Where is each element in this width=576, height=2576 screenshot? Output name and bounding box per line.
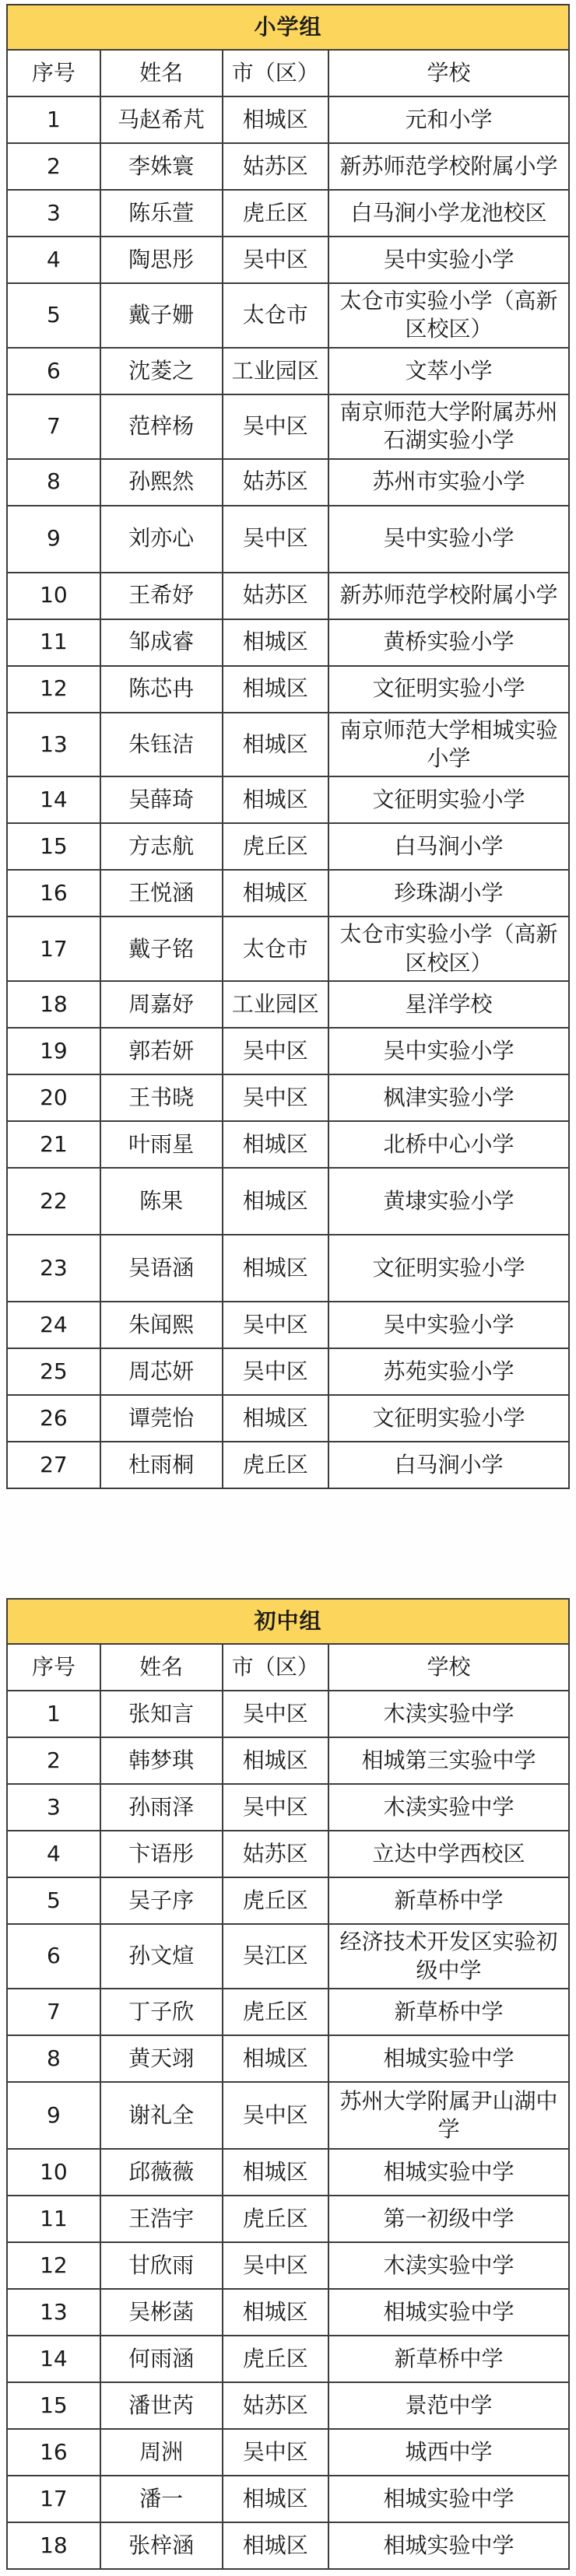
table-row: [7, 666, 569, 713]
table-row: [7, 776, 569, 823]
cell-name: 王悦涵: [100, 870, 223, 916]
table-row: [7, 2522, 569, 2569]
cell-district: 姑苏区: [223, 2382, 328, 2429]
cell-no: 7: [7, 394, 100, 459]
cell-no: 5: [7, 1877, 100, 1924]
cell-no: 20: [7, 1074, 100, 1121]
cell-name: 潘世芮: [100, 2382, 223, 2429]
cell-name: 潘一: [100, 2476, 223, 2522]
cell-name: 何雨涵: [100, 2336, 223, 2382]
table-row: [7, 96, 569, 143]
cell-no: 8: [7, 2035, 100, 2082]
cell-school: 南京师范大学附属苏州石湖实验小学: [328, 394, 569, 459]
cell-no: 15: [7, 2382, 100, 2429]
cell-name: 朱钰洁: [100, 713, 223, 777]
cell-school: 相城实验中学: [328, 2522, 569, 2569]
cell-school: 黄桥实验小学: [328, 619, 569, 666]
cell-no: 13: [7, 713, 100, 777]
table-row: [7, 2035, 569, 2082]
table-row: [7, 573, 569, 619]
cell-no: 14: [7, 776, 100, 823]
cell-school: 相城实验中学: [328, 2476, 569, 2522]
cell-school: 苏苑实验小学: [328, 1348, 569, 1395]
cell-name: 韩梦琪: [100, 1737, 223, 1784]
cell-district: 相城区: [223, 2035, 328, 2082]
cell-district: 工业园区: [223, 981, 328, 1028]
cell-district: 相城区: [223, 2476, 328, 2522]
cell-name: 吴薛琦: [100, 776, 223, 823]
cell-name: 叶雨星: [100, 1121, 223, 1168]
cell-no: 21: [7, 1121, 100, 1168]
cell-school: 相城实验中学: [328, 2035, 569, 2082]
cell-school: 第一初级中学: [328, 2196, 569, 2242]
cell-no: 16: [7, 2429, 100, 2476]
cell-name: 方志航: [100, 823, 223, 870]
cell-district: 太仓市: [223, 916, 328, 981]
cell-no: 26: [7, 1395, 100, 1442]
cell-name: 卞语彤: [100, 1831, 223, 1877]
cell-district: 相城区: [223, 1121, 328, 1168]
cell-school: 新草桥中学: [328, 2336, 569, 2382]
cell-name: 孙熙然: [100, 459, 223, 506]
cell-district: 相城区: [223, 713, 328, 777]
cell-name: 甘欣雨: [100, 2242, 223, 2289]
cell-district: 吴中区: [223, 237, 328, 283]
cell-district: 吴中区: [223, 2429, 328, 2476]
cell-name: 王希妤: [100, 573, 223, 619]
cell-district: 吴中区: [223, 1348, 328, 1395]
table-row: [7, 916, 569, 981]
cell-name: 张知言: [100, 1691, 223, 1737]
table-row: [7, 2196, 569, 2242]
cell-name: 戴子姗: [100, 283, 223, 348]
column-header-school: 学校: [328, 50, 569, 96]
primary-school-rows: [7, 96, 569, 1488]
cell-no: 14: [7, 2336, 100, 2382]
cell-no: 17: [7, 2476, 100, 2522]
table-row: [7, 459, 569, 506]
column-header-no: 序号: [7, 50, 100, 96]
cell-name: 陈乐萱: [100, 190, 223, 237]
cell-name: 丁子欣: [100, 1989, 223, 2035]
cell-no: 12: [7, 666, 100, 713]
cell-name: 谭莞怡: [100, 1395, 223, 1442]
table-row: [7, 619, 569, 666]
table-row: [7, 506, 569, 573]
table-row: [7, 713, 569, 777]
cell-name: 王浩宇: [100, 2196, 223, 2242]
cell-district: 吴中区: [223, 394, 328, 459]
cell-no: 15: [7, 823, 100, 870]
cell-district: 虎丘区: [223, 1442, 328, 1488]
cell-name: 张梓涵: [100, 2522, 223, 2569]
table-row: [7, 1302, 569, 1348]
cell-name: 孙雨泽: [100, 1784, 223, 1831]
cell-no: 12: [7, 2242, 100, 2289]
cell-name: 陈果: [100, 1168, 223, 1235]
cell-district: 吴中区: [223, 1028, 328, 1074]
cell-name: 邱薇薇: [100, 2149, 223, 2196]
cell-district: 虎丘区: [223, 823, 328, 870]
table-row: [7, 1691, 569, 1737]
cell-school: 新苏师范学校附属小学: [328, 573, 569, 619]
cell-school: 白马涧小学: [328, 823, 569, 870]
table-row: [7, 823, 569, 870]
cell-no: 5: [7, 283, 100, 348]
cell-no: 11: [7, 2196, 100, 2242]
cell-district: 姑苏区: [223, 459, 328, 506]
table-row: [7, 2336, 569, 2382]
cell-district: 相城区: [223, 1737, 328, 1784]
cell-district: 太仓市: [223, 283, 328, 348]
table-row: [7, 2429, 569, 2476]
cell-school: 南京师范大学相城实验小学: [328, 713, 569, 777]
cell-name: 陶思彤: [100, 237, 223, 283]
cell-district: 虎丘区: [223, 2196, 328, 2242]
cell-no: 9: [7, 506, 100, 573]
cell-school: 太仓市实验小学（高新区校区）: [328, 916, 569, 981]
cell-name: 朱闻熙: [100, 1302, 223, 1348]
cell-no: 4: [7, 237, 100, 283]
cell-district: 相城区: [223, 2149, 328, 2196]
cell-no: 1: [7, 1691, 100, 1737]
junior-high-group-table: [6, 1598, 570, 2570]
cell-name: 李姝寰: [100, 143, 223, 190]
table-row: [7, 1028, 569, 1074]
cell-school: 苏州市实验小学: [328, 459, 569, 506]
cell-school: 文萃小学: [328, 348, 569, 394]
cell-name: 谢礼全: [100, 2082, 223, 2149]
table-row: [7, 2242, 569, 2289]
table-row: [7, 870, 569, 916]
table-row: [7, 2289, 569, 2336]
cell-school: 经济技术开发区实验初级中学: [328, 1924, 569, 1989]
table-row: [7, 1831, 569, 1877]
cell-school: 木渎实验中学: [328, 1691, 569, 1737]
cell-school: 元和小学: [328, 96, 569, 143]
cell-name: 戴子铭: [100, 916, 223, 981]
cell-no: 11: [7, 619, 100, 666]
cell-no: 7: [7, 1989, 100, 2035]
cell-name: 郭若妍: [100, 1028, 223, 1074]
cell-district: 相城区: [223, 1168, 328, 1235]
cell-name: 吴子序: [100, 1877, 223, 1924]
cell-no: 25: [7, 1348, 100, 1395]
cell-district: 姑苏区: [223, 143, 328, 190]
table-row: [7, 1168, 569, 1235]
cell-no: 22: [7, 1168, 100, 1235]
cell-school: 星洋学校: [328, 981, 569, 1028]
table-row: [7, 237, 569, 283]
cell-school: 吴中实验小学: [328, 237, 569, 283]
column-header-school: 学校: [328, 1644, 569, 1691]
table-row: [7, 981, 569, 1028]
table-row: [7, 1121, 569, 1168]
cell-no: 10: [7, 2149, 100, 2196]
cell-no: 24: [7, 1302, 100, 1348]
cell-district: 姑苏区: [223, 1831, 328, 1877]
cell-name: 范梓杨: [100, 394, 223, 459]
cell-district: 虎丘区: [223, 2336, 328, 2382]
cell-name: 邹成睿: [100, 619, 223, 666]
cell-district: 相城区: [223, 776, 328, 823]
cell-name: 周洲: [100, 2429, 223, 2476]
table-row: [7, 190, 569, 237]
table-row: [7, 1784, 569, 1831]
cell-name: 吴彬菡: [100, 2289, 223, 2336]
cell-no: 9: [7, 2082, 100, 2149]
section-gap: [6, 1489, 570, 1598]
cell-school: 新草桥中学: [328, 1989, 569, 2035]
table-row: [7, 283, 569, 348]
cell-district: 虎丘区: [223, 1877, 328, 1924]
cell-district: 吴中区: [223, 1784, 328, 1831]
table-row: [7, 394, 569, 459]
cell-no: 16: [7, 870, 100, 916]
table-row: [7, 1737, 569, 1784]
column-header-district: 市（区）: [223, 1644, 328, 1691]
cell-district: 虎丘区: [223, 1989, 328, 2035]
cell-district: 工业园区: [223, 348, 328, 394]
table-row: [7, 2149, 569, 2196]
column-header-district: 市（区）: [223, 50, 328, 96]
table-row: [7, 1877, 569, 1924]
cell-district: 吴中区: [223, 1691, 328, 1737]
cell-no: 2: [7, 143, 100, 190]
cell-no: 2: [7, 1737, 100, 1784]
cell-school: 北桥中心小学: [328, 1121, 569, 1168]
cell-district: 吴中区: [223, 2242, 328, 2289]
cell-name: 黄天翊: [100, 2035, 223, 2082]
cell-school: 太仓市实验小学（高新区校区）: [328, 283, 569, 348]
table-row: [7, 2476, 569, 2522]
cell-no: 18: [7, 981, 100, 1028]
group-title-primary: 小学组: [7, 5, 569, 50]
cell-school: 文征明实验小学: [328, 1395, 569, 1442]
column-header-name: 姓名: [100, 1644, 223, 1691]
cell-school: 立达中学西校区: [328, 1831, 569, 1877]
cell-no: 17: [7, 916, 100, 981]
cell-school: 新苏师范学校附属小学: [328, 143, 569, 190]
cell-district: 相城区: [223, 96, 328, 143]
cell-district: 相城区: [223, 2522, 328, 2569]
cell-no: 19: [7, 1028, 100, 1074]
cell-no: 1: [7, 96, 100, 143]
cell-school: 景范中学: [328, 2382, 569, 2429]
group-title-row: [7, 5, 569, 50]
table-row: [7, 348, 569, 394]
cell-school: 文征明实验小学: [328, 776, 569, 823]
cell-school: 吴中实验小学: [328, 1028, 569, 1074]
cell-name: 孙文煊: [100, 1924, 223, 1989]
junior-high-rows: [7, 1691, 569, 2569]
cell-school: 木渎实验中学: [328, 2242, 569, 2289]
cell-name: 刘亦心: [100, 506, 223, 573]
table-row: [7, 143, 569, 190]
table-row: [7, 1924, 569, 1989]
cell-school: 吴中实验小学: [328, 506, 569, 573]
cell-school: 文征明实验小学: [328, 1235, 569, 1302]
cell-district: 虎丘区: [223, 190, 328, 237]
table-row: [7, 1989, 569, 2035]
cell-school: 吴中实验小学: [328, 1302, 569, 1348]
table-row: [7, 1395, 569, 1442]
cell-name: 杜雨桐: [100, 1442, 223, 1488]
cell-school: 珍珠湖小学: [328, 870, 569, 916]
cell-district: 相城区: [223, 1395, 328, 1442]
cell-school: 相城实验中学: [328, 2289, 569, 2336]
column-header-row: [7, 1644, 569, 1691]
cell-name: 马赵希芃: [100, 96, 223, 143]
table-row: [7, 1348, 569, 1395]
column-header-name: 姓名: [100, 50, 223, 96]
cell-no: 8: [7, 459, 100, 506]
group-title-junior: 初中组: [7, 1599, 569, 1644]
cell-district: 相城区: [223, 666, 328, 713]
cell-name: 吴语涵: [100, 1235, 223, 1302]
cell-school: 相城实验中学: [328, 2149, 569, 2196]
cell-name: 周嘉妤: [100, 981, 223, 1028]
cell-no: 18: [7, 2522, 100, 2569]
cell-school: 白马涧小学: [328, 1442, 569, 1488]
table-row: [7, 1235, 569, 1302]
table-row: [7, 1442, 569, 1488]
cell-no: 13: [7, 2289, 100, 2336]
cell-school: 相城第三实验中学: [328, 1737, 569, 1784]
table-row: [7, 1074, 569, 1121]
cell-district: 相城区: [223, 870, 328, 916]
cell-school: 城西中学: [328, 2429, 569, 2476]
cell-no: 4: [7, 1831, 100, 1877]
cell-no: 23: [7, 1235, 100, 1302]
column-header-no: 序号: [7, 1644, 100, 1691]
cell-district: 吴江区: [223, 1924, 328, 1989]
cell-school: 枫津实验小学: [328, 1074, 569, 1121]
cell-no: 27: [7, 1442, 100, 1488]
cell-school: 木渎实验中学: [328, 1784, 569, 1831]
cell-name: 陈芯冉: [100, 666, 223, 713]
cell-name: 王书晓: [100, 1074, 223, 1121]
primary-school-group-table: [6, 4, 570, 1489]
column-header-row: [7, 50, 569, 96]
cell-district: 吴中区: [223, 1302, 328, 1348]
cell-no: 3: [7, 1784, 100, 1831]
cell-school: 新草桥中学: [328, 1877, 569, 1924]
group-title-row: [7, 1599, 569, 1644]
table-row: [7, 2082, 569, 2149]
cell-name: 沈菱之: [100, 348, 223, 394]
cell-name: 周芯妍: [100, 1348, 223, 1395]
cell-district: 相城区: [223, 1235, 328, 1302]
cell-district: 相城区: [223, 619, 328, 666]
cell-district: 姑苏区: [223, 573, 328, 619]
cell-no: 6: [7, 348, 100, 394]
cell-district: 吴中区: [223, 1074, 328, 1121]
cell-district: 吴中区: [223, 2082, 328, 2149]
cell-school: 苏州大学附属尹山湖中学: [328, 2082, 569, 2149]
cell-no: 10: [7, 573, 100, 619]
cell-school: 黄埭实验小学: [328, 1168, 569, 1235]
cell-no: 6: [7, 1924, 100, 1989]
table-row: [7, 2382, 569, 2429]
cell-school: 白马涧小学龙池校区: [328, 190, 569, 237]
cell-school: 文征明实验小学: [328, 666, 569, 713]
cell-district: 相城区: [223, 2289, 328, 2336]
cell-no: 3: [7, 190, 100, 237]
cell-district: 吴中区: [223, 506, 328, 573]
